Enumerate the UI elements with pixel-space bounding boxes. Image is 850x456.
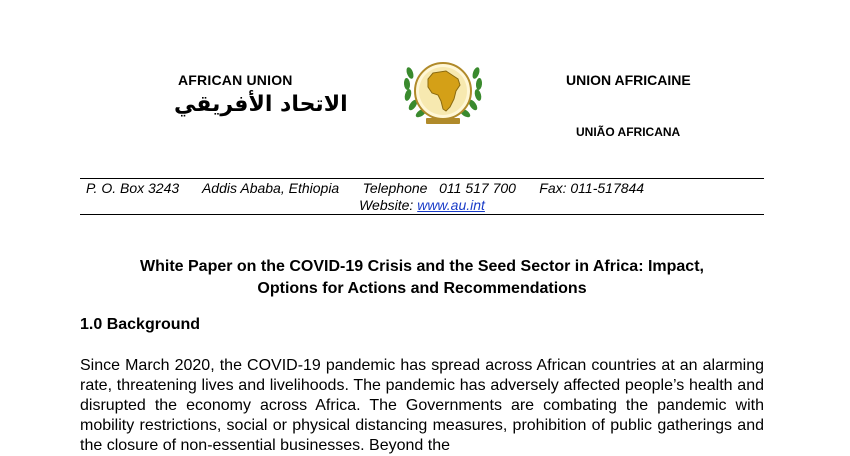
- website-row: [80, 197, 764, 214]
- title-line-1: White Paper on the COVID-19 Crisis and the Seed Sector in Africa: Impact,: [140, 258, 704, 275]
- website-label: Website:: [359, 197, 418, 213]
- background-paragraph: Since March 2020, the COVID-19 pandemic has spread across African countries at an alarming rate, threatening lives and livelihoods. The pandemic has adversely affected people’s health and disrupted the economy across Africa. The Governments are combating the pandemic with mobility restrictions, social or physical distancing measures, prohibition of public gatherings and the closure of non-essential businesses. Beyond the: [80, 357, 764, 454]
- document-title: [80, 256, 764, 300]
- website-link[interactable]: www.au.int: [417, 197, 485, 213]
- contact-row: [80, 180, 764, 197]
- title-line-2: Options for Actions and Recommendations: [257, 280, 587, 297]
- org-name-arabic: الاتحاد الأفريقي: [174, 92, 348, 117]
- org-name-portuguese: UNIÃO AFRICANA: [576, 125, 681, 139]
- address-city: Addis Ababa, Ethiopia: [201, 180, 340, 196]
- po-box: P. O. Box 3243: [86, 180, 180, 196]
- org-name-french: UNION AFRICAINE: [566, 72, 691, 88]
- african-union-emblem-icon: [400, 57, 486, 129]
- header-bottom-rule: [80, 214, 764, 215]
- telephone: Telephone 011 517 700: [362, 180, 516, 196]
- section-heading: 1.0 Background: [80, 316, 201, 333]
- header-top-rule: [80, 178, 764, 179]
- contact-block: [80, 180, 764, 214]
- fax: Fax: 011-517844: [539, 180, 645, 196]
- org-name-english: AFRICAN UNION: [178, 72, 293, 88]
